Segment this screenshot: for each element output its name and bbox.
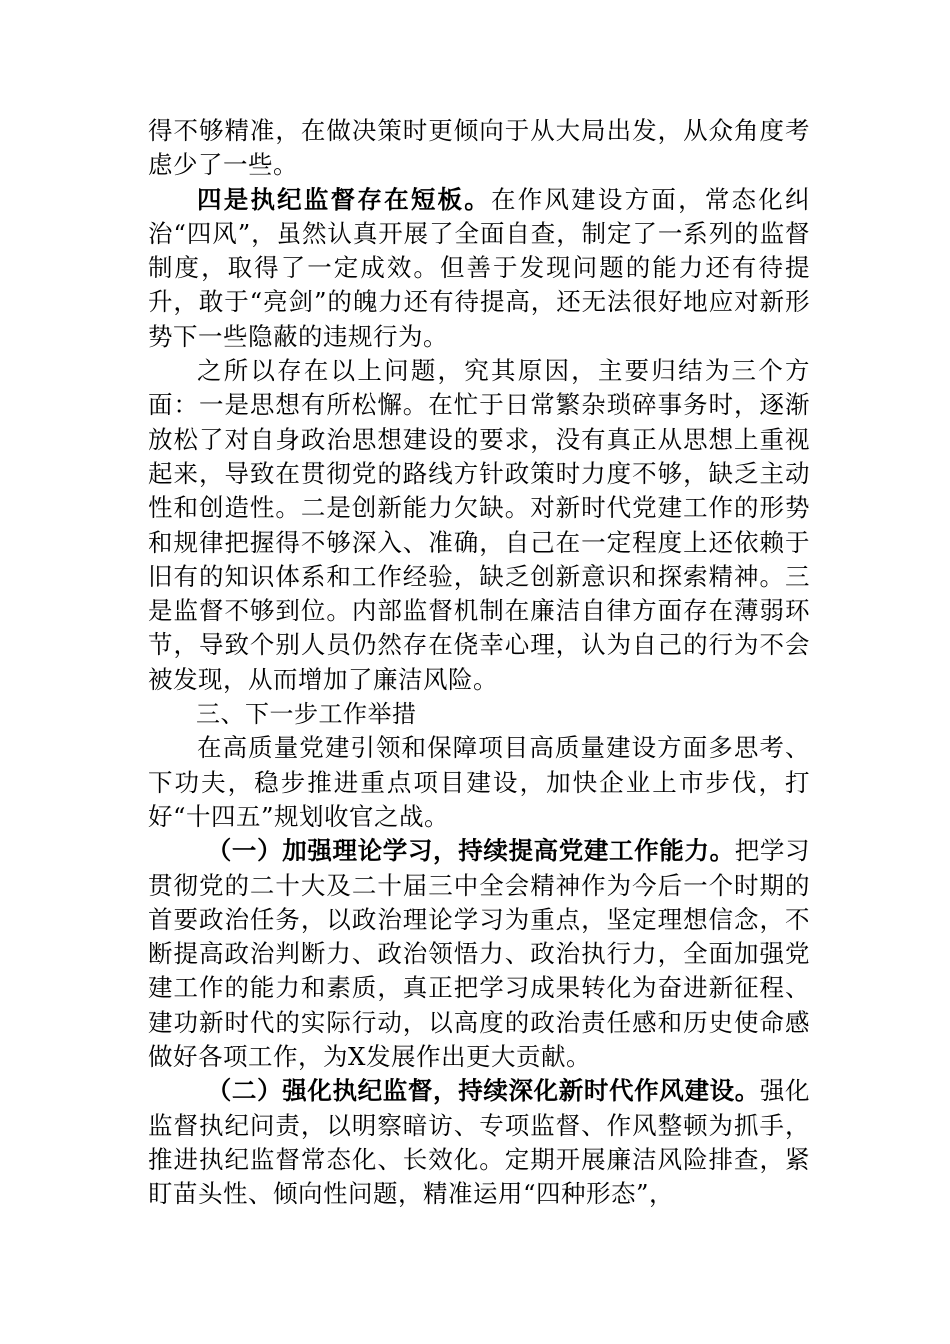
paragraph-text: 得不够精准，在做决策时更倾向于从大局出发，从众角度考虑少了一些。 [148, 116, 810, 180]
paragraph-text: 在作风建设方面，常态化纠治“四风”，虽然认真开展了全面自查，制定了一系列的监督制度，取得了一定成效。但善于发现问题的能力还有待提升，敢于“亮剑”的魄力还有待提高，还无法很好地应对新形势下一些隐蔽的违规行为。 [148, 184, 810, 351]
section-heading-text: 三、下一步工作举措 [196, 700, 417, 729]
paragraph-text: 把学习贯彻党的二十大及二十届三中全会精神作为今后一个时期的首要政治任务，以政治理论学习为重点，坚定理想信念，不断提高政治判断力、政治领悟力、政治执行力，全面加强党建工作的能力和素质，真正把学习成果转化为奋进新征程、建功新时代的实际行动，以高度的政治责任感和历史使命感做好各项工作，为X发展作出更大贡献。 [148, 836, 811, 1072]
paragraph-text: 之所以存在以上问题，究其原因，主要归结为三个方面：一是思想有所松懈。在忙于日常繁杂琐碎事务时，逐渐放松了对自身政治思想建设的要求，没有真正从思想上重视起来，导致在贯彻党的路线方针政策时力度不够，缺乏主动性和创造性。二是创新能力欠缺。对新时代党建工作的形势和规律把握得不够深入、准确，自己在一定程度上还依赖于旧有的知识体系和工作经验，缺乏创新意识和探索精神。三是监督不够到位。内部监督机制在廉洁自律方面存在薄弱环节，导致个别人员仍然存在侥幸心理，认为自己的行为不会被发现，从而增加了廉洁风险。 [148, 356, 810, 694]
paragraph-next-steps-intro [148, 731, 810, 834]
section-heading [148, 697, 810, 731]
paragraph-lead: 四是执纪监督存在短板。 [197, 184, 491, 214]
paragraph-supervision [148, 1074, 810, 1211]
paragraph-theory-study [148, 834, 810, 1074]
paragraph-discipline-shortcoming [148, 183, 810, 354]
paragraph-text: 在高质量党建引领和保障项目高质量建设方面多思考、下功夫，稳步推进重点项目建设，加快企业上市步伐，打好“十四五”规划收官之战。 [148, 733, 810, 831]
paragraph-text: 强化监督执纪问责，以明察暗访、专项监督、作风整顿为抓手，推进执纪监督常态化、长效化。定期开展廉洁风险排查，紧盯苗头性、倾向性问题，精准运用“四种形态”， [148, 1076, 810, 1209]
paragraph-lead: （二）强化执纪监督，持续深化新时代作风建设。 [206, 1076, 760, 1106]
document-page [148, 114, 810, 1212]
paragraph-lead: （一）加强理论学习，持续提高党建工作能力。 [206, 836, 735, 866]
paragraph-continuation [148, 114, 810, 183]
paragraph-root-causes [148, 354, 810, 697]
